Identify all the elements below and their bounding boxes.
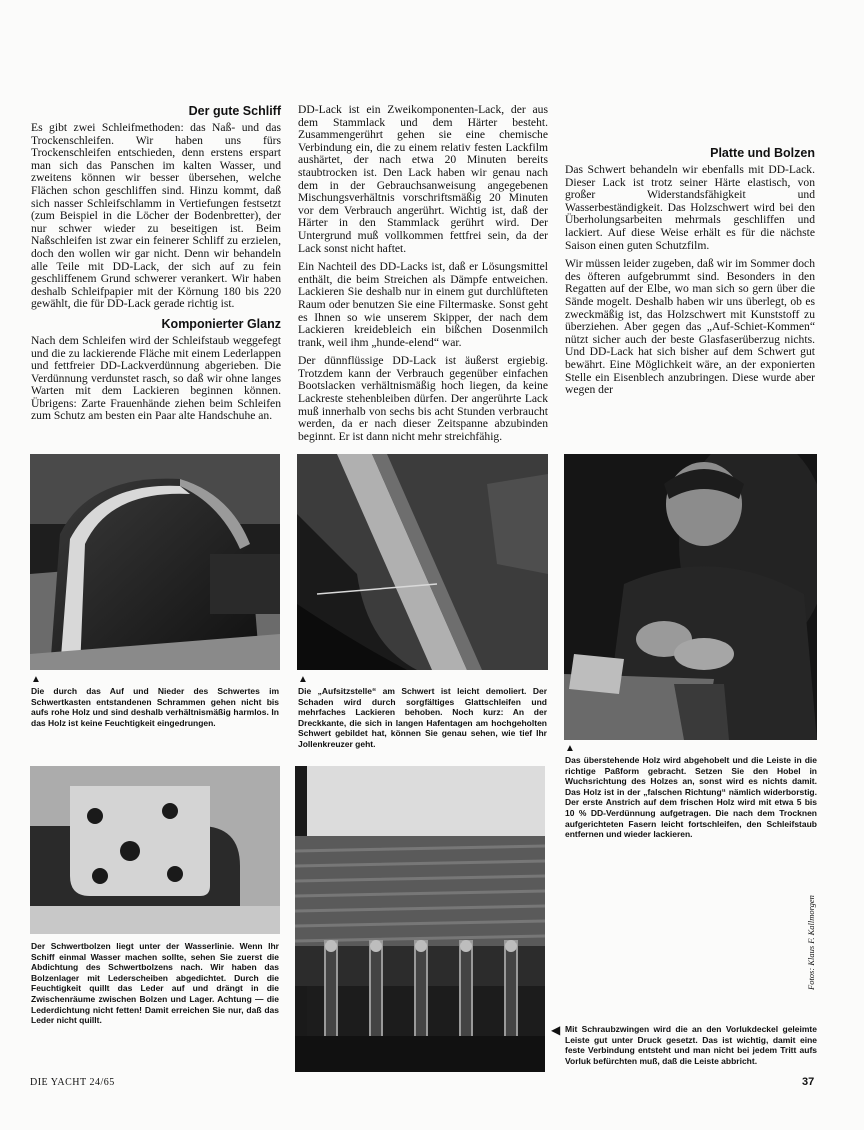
paragraph-1: Es gibt zwei Schleifmethoden: das Naß- und das Trockenschleifen. Wir haben uns fürs Trockenschleifen entschieden, denn erstens erspart man sich das Panschen im kalten Wasser, und zweitens können wir besser übersehen, welche Flächen schon geschliffen sind. Hinzu kommt, daß sich nasser Schleifschlamm in Vertiefungen festsetzt (zum Beispiel in die Löcher der Bodenbretter), der nur schwer wieder zu beseitigen ist. Beim Naßschleifen ist zwar ein feinerer Schliff zu erzielen, doch den wollen wir gar nicht. Denn wir behandeln alle Teile mit DD-Lack, der sich auf zu fein geschliffenem Grund schwerer verankert. Wir haben deshalb Schleifpapier mit der Körnung 180 bis 220 gewählt, die für DD-Lack gerade richtig ist. [31,121,281,311]
caption-1: ▲ Die durch das Auf und Nieder des Schwertes im Schwertkasten entstandenen Schrammen gehen nicht bis aufs rohe Holz und sind deshalb verhältnismäßig harmlos. In das Holz ist keine Feuchtigkeit eingedrungen. [31,674,279,728]
caption-5: Mit Schraubzwingen wird die an den Vorlukdeckel geleimte Leiste gut unter Druck gesetzt. Das ist wichtig, damit eine feste Verbindung entsteht und man nicht bei jedem Tritt aufs Vorluk befürchten muß, daß die Leiste abbricht. [565,1024,817,1066]
photo-credit: Fotos: Klaus F. Kallmorgen [806,895,816,990]
man-planing-wood-photo [564,454,817,740]
caption-2: ▲ Die „Aufsitzstelle“ am Schwert ist leicht demoliert. Der Schaden wird durch sorgfältiges Glattschleifen und mehrfaches Lackieren behoben. Noch kurz: An der Dreckkante, die sich in langen Hafentagen am hochgeholten Schwert gebildet hat, können Sie genau sehen, wie tief Ihr Jollenkreuzer geht. [298,674,547,749]
heading-platte-und-bolzen: Platte und Bolzen [710,146,815,160]
caption-arrow-left-icon: ◀ [551,1023,561,1037]
heading-komponierter-glanz: Komponierter Glanz [161,316,281,331]
paragraph-2: Nach dem Schleifen wird der Schleifstaub weggefegt und die zu lackierende Fläche mit einem Lederlappen und fettfreier DD-Lackverdünnung abgerieben. Die Verdünnung verdunstet rasch, so daß wir ohne langes Warten mit dem Lackieren beginnen können. Übrigens: Zarte Frauenhände ziehen beim Schleifen zum Schutz am besten ein Paar alte Handschuhe an. [31,333,281,423]
page-number: 37 [802,1076,815,1088]
centerboard-bolt-plate-photo [30,766,280,934]
centerboard-scratches-photo [30,454,280,670]
footer-magazine-issue: DIE YACHT 24/65 [30,1077,115,1088]
text-column-3 [565,146,815,403]
paragraph-6: Das Schwert behandeln wir ebenfalls mit DD-Lack. Dieser Lack ist trotz seiner Härte elastisch, von großer Widerstandsfähigkeit und Wasserbeständigkeit. Das Holzschwert wird bei den Überholungsarbeiten mehrmals geschliffen und lackiert. Auf diese Weise erhält es für die nächste Saison einen guten Schutzfilm. [565,163,815,252]
paragraph-7: Wir müssen leider zugeben, daß wir im Sommer doch des öfteren aufgebrummt sind. Besonders in den Regatten auf der Elbe, wo man sich so gern über die Sände mogelt. Deshalb haben wir uns überlegt, ob es zweckmäßig ist, das Holzschwert mit Kunststoff zu überziehen. Aber gegen das „Auf-Schiet-Kommen“ nützt sicher auch der beste Glasfaserüberzug nichts. Und DD-Lack hat sich bisher auf dem Schwert gut bewährt. Eine Möglichkeit wäre, an der exponierten Stelle ein Eisenblech anzubringen. Diese wurde aber wegen der [565,257,815,397]
caption-3: ▲ Das überstehende Holz wird abgehobelt und die Leiste in die richtige Paßform gebracht. Setzen Sie den Hobel in Wuchsrichtung des Holzes an, sonst wird es nichts damit. Das Holz ist in der „falschen Richtung“ nämlich widerborstig. Der erste Anstrich auf dem frischen Holz wird mit etwa 5 bis 10 % DD-Verdünnung aufgetragen. Die nach dem Trocknen aufgerichteten Fasern leicht fortschleifen, den Schleifstaub entfernen und wieder lackieren. [565,743,817,840]
paragraph-3: DD-Lack ist ein Zweikomponenten-Lack, der aus dem Stammlack und dem Härter besteht. Zusammengerührt gehen sie eine chemische Verbindung ein, die zu einem relativ festen Lackfilm aushärtet, der nach etwa 20 Minuten bereits staubtrocken ist. Den Lack haben wir genau nach dem in der Gebrauchsanweisung angegebenen Mischungsverhältnis vorschriftsmäßig 20 Minuten vor dem Verbrauch angerührt. Wichtig ist, daß der Härter in den Stammlack gerührt wird. Der Untergrund muß vollkommen fettfrei sein, da der Lack sonst nicht haftet. [298,103,548,255]
caption-4: Der Schwertbolzen liegt unter der Wasserlinie. Wenn Ihr Schiff einmal Wasser machen sollte, sehen Sie zuerst die Abdichtung des Schwertbolzens nach. Wir haben das Bolzenlager mit Lederscheiben abgedichtet. Durch die Feuchtigkeit quillt das Leder auf und drängt in die Zwischenräume zwischen Bolzen und Lager. Achtung — die Lederdichtung nicht fetten! Damit erreichen Sie nur, daß das Leder nicht quillt. [31,941,279,1026]
text-column-1 [31,104,281,429]
caption-arrow-icon: ▲ [298,674,308,685]
clamps-on-hatch-photo [295,766,545,1072]
caption-arrow-icon: ▲ [565,743,575,754]
caption-arrow-icon: ▲ [31,674,41,685]
heading-der-gute-schliff: Der gute Schliff [188,104,281,118]
paragraph-5: Der dünnflüssige DD-Lack ist äußerst ergiebig. Trotzdem kann der Verbrauch gegenüber einfachen Bootslacken verhältnismäßig hoch liegen, da keine Lackreste stehenbleiben dürfen. Der angerührte Lack muß innerhalb von sechs bis acht Stunden verbraucht werden, da er nach dieser Zeitspanne abzubinden beginnt. Er ist dann nicht mehr streichfähig. [298,354,548,443]
centerboard-damage-photo [297,454,548,670]
text-column-2 [298,104,548,449]
paragraph-4: Ein Nachteil des DD-Lacks ist, daß er Lösungsmittel enthält, die beim Streichen als Dämpfe entweichen. Lackieren Sie deshalb nur in einem gut durchlüfteten Raum oder benutzen Sie eine Filtermaske. Sonst geht es Ihnen so wie unserem Skipper, der nach dem Lackieren kreidebleich ein bißchen Dosenmilch trank, weil ihm „hunde-elend“ war. [298,260,548,349]
